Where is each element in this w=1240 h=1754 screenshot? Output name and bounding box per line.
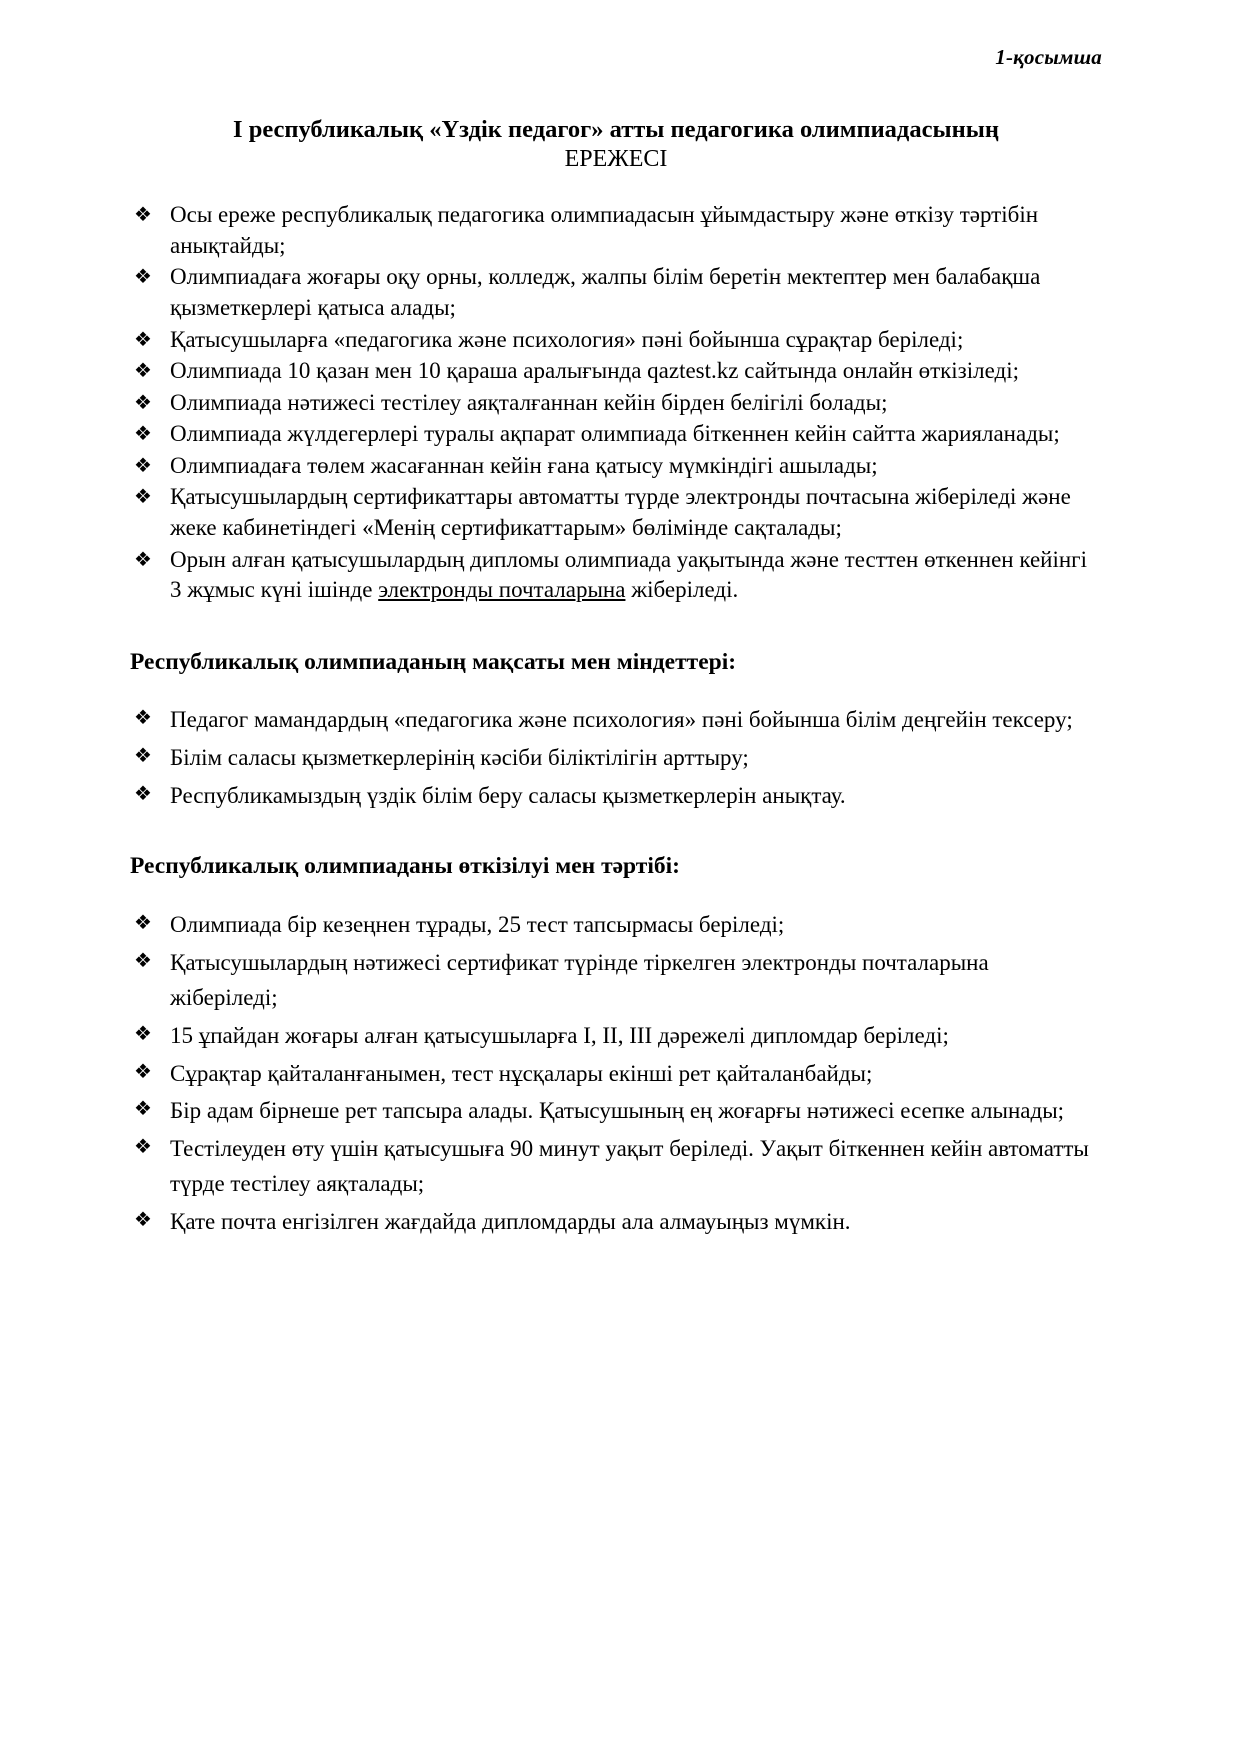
procedure-list: [130, 908, 1102, 1241]
general-rule-item: [130, 419, 1102, 450]
list-item-text: Олимпиада нәтижесі тестілеу аяқталғаннан кейін бірден белігілі болады;: [170, 389, 888, 415]
list-item-text: Қатысушылардың нәтижесі сертификат түрінде тіркелген электронды почталарына жіберіледі;: [170, 949, 989, 1010]
bullet-diamond-icon: ❖: [134, 391, 152, 414]
spacer: [130, 882, 1102, 908]
general-rule-item: [130, 325, 1102, 356]
list-item-text: Олимпиада жүлдегерлері туралы ақпарат олимпиада біткеннен кейін сайтта жарияланады;: [170, 421, 1060, 447]
spacer: [130, 607, 1102, 647]
procedure-item: [130, 1094, 1102, 1129]
bullet-diamond-icon: ❖: [134, 949, 152, 972]
list-item-text: Олимпиада бір кезеңнен тұрады, 25 тест тапсырмасы беріледі;: [170, 911, 785, 937]
procedure-item: [130, 946, 1102, 1016]
general-rule-item: [130, 545, 1102, 606]
bullet-diamond-icon: ❖: [134, 454, 152, 477]
bullet-diamond-icon: ❖: [134, 707, 152, 730]
list-item-text: Олимпиадаға төлем жасағаннан кейін ғана қатысу мүмкіндігі ашылады;: [170, 452, 878, 478]
document-title-line-1: I республикалық «Үздік педагог» атты педагогика олимпиадасының: [233, 116, 999, 144]
general-rule-item: [130, 262, 1102, 323]
list-item-text: Білім саласы қызметкерлерінің кәсіби біліктілігін арттыру;: [170, 745, 749, 771]
bullet-diamond-icon: ❖: [134, 1136, 152, 1159]
general-rules-list: [130, 200, 1102, 606]
list-item-text: Сұрақтар қайталанғанымен, тест нұсқалары екінші рет қайталанбайды;: [170, 1060, 873, 1086]
procedure-section-heading: Республикалық олимпиаданы өткізілуі мен тәртібі:: [130, 853, 680, 880]
general-rule-item: [130, 482, 1102, 543]
document-title-line-2: ЕРЕЖЕСІ: [564, 145, 668, 172]
list-item-text: Олимпиадаға жоғары оқу орны, колледж, жалпы білім беретін мектептер мен балабақша қызметкерлері қатыса алады;: [170, 264, 1041, 320]
general-rule-item: [130, 451, 1102, 482]
bullet-diamond-icon: ❖: [134, 911, 152, 934]
list-item-text: Олимпиада 10 қазан мен 10 қараша аралығында qaztest.kz сайтында онлайн өткізіледі;: [170, 358, 1020, 384]
goal-item: [130, 779, 1102, 814]
spacer: [130, 677, 1102, 703]
list-item-text: Тестілеуден өту үшін қатысушыға 90 минут уақыт беріледі. Уақыт біткеннен кейін автоматты түрде тестілеу аяқталады;: [170, 1136, 1089, 1197]
procedure-item: [130, 1205, 1102, 1240]
list-item-text: Қате почта енгізілген жағдайда дипломдарды ала алмауыңыз мүмкін.: [170, 1209, 851, 1235]
bullet-diamond-icon: ❖: [134, 1060, 152, 1083]
goals-list: [130, 703, 1102, 814]
goals-section-heading: Республикалық олимпиаданың мақсаты мен міндеттері:: [130, 648, 737, 675]
goal-item: [130, 703, 1102, 738]
procedure-item: [130, 1132, 1102, 1202]
bullet-diamond-icon: ❖: [134, 548, 152, 571]
list-item-text: Бір адам бірнеше рет тапсыра алады. Қатысушының ең жоғарғы нәтижесі есепке алынады;: [170, 1098, 1065, 1124]
list-item-text: 15 ұпайдан жоғары алған қатысушыларға I, II, III дәрежелі дипломдар беріледі;: [170, 1022, 949, 1048]
document-title-block: [130, 115, 1102, 174]
general-rule-item: [130, 388, 1102, 419]
text-segment: Орын алған қатысушылардың дипломы олимпиада уақытында және тесттен өткеннен кейінгі 3 жұмыс күні ішінде: [170, 546, 1087, 603]
spacer: [130, 817, 1102, 851]
appendix-header-note: 1-қосымша: [995, 45, 1102, 69]
bullet-diamond-icon: ❖: [134, 1098, 152, 1121]
underlined-phrase: электронды почталарына: [378, 577, 626, 603]
procedure-item: [130, 1057, 1102, 1092]
list-item-text: Педагог мамандардың «педагогика және психология» пәні бойынша білім деңгейін тексеру;: [170, 707, 1073, 733]
procedure-item: [130, 1019, 1102, 1054]
bullet-diamond-icon: ❖: [134, 745, 152, 768]
list-item-text: Қатысушылардың сертификаттары автоматты түрде электронды почтасына жіберіледі және жеке кабинетіндегі «Менің сертификаттарым» бөлімінде сақталады;: [170, 484, 1071, 541]
list-item-text: Республикамыздың үздік білім беру саласы қызметкерлерін анықтау.: [170, 783, 846, 809]
list-item-text: Осы ереже республикалық педагогика олимпиадасын ұйымдастыру және өткізу тәртібін анықтайды;: [170, 202, 1039, 258]
bullet-diamond-icon: ❖: [134, 266, 152, 289]
bullet-diamond-icon: ❖: [134, 1022, 152, 1045]
bullet-diamond-icon: ❖: [134, 360, 152, 383]
bullet-diamond-icon: ❖: [134, 328, 152, 351]
general-rule-item: [130, 356, 1102, 387]
bullet-diamond-icon: ❖: [134, 1209, 152, 1232]
bullet-diamond-icon: ❖: [134, 204, 152, 227]
text-segment: жіберіледі.: [625, 577, 739, 603]
list-item-text: Қатысушыларға «педагогика және психология» пәні бойынша сұрақтар беріледі;: [170, 326, 964, 352]
general-rule-item: [130, 200, 1102, 261]
bullet-diamond-icon: ❖: [134, 423, 152, 446]
procedure-item: [130, 908, 1102, 943]
list-item-text: [170, 547, 1087, 603]
bullet-diamond-icon: ❖: [134, 486, 152, 509]
goal-item: [130, 741, 1102, 776]
bullet-diamond-icon: ❖: [134, 783, 152, 806]
